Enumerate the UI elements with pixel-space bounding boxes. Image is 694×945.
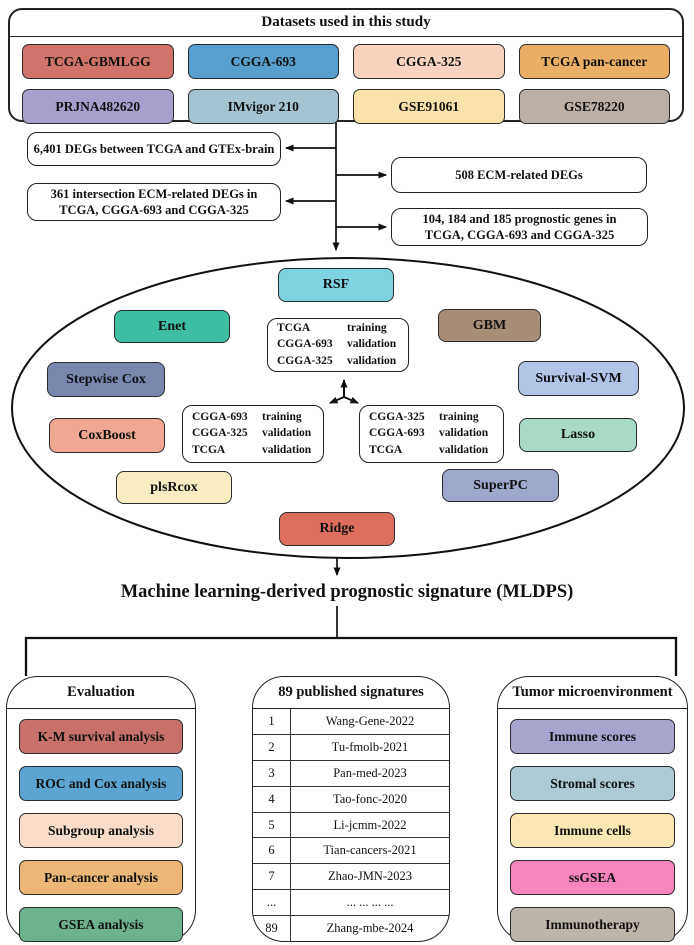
table-row — [253, 812, 449, 838]
signature-name: Tao-fonc-2020 — [332, 791, 408, 806]
dataset-chip-gse78220: GSE78220 — [519, 89, 671, 124]
signature-rank: 6 — [253, 838, 291, 863]
signature-name: Li-jcmm-2022 — [333, 817, 407, 832]
datasets-title: Datasets used in this study — [10, 10, 682, 37]
dataset-chip-tcga-gbmlgg: TCGA-GBMLGG — [22, 44, 174, 79]
prognostic-genes-box — [391, 208, 648, 246]
dataset-chip-cgga-693: CGGA-693 — [188, 44, 340, 79]
datasets-panel — [8, 8, 684, 122]
dataset-chip-imvigor-210: IMvigor 210 — [188, 89, 340, 124]
signature-rank: 89 — [253, 916, 291, 941]
prognostic-genes-line2: TCGA, CGGA-693 and CGGA-325 — [424, 228, 615, 242]
table-row — [253, 915, 449, 941]
scheme-dataset: CGGA-325 — [192, 427, 248, 440]
signatures-panel-title: 89 published signatures — [253, 677, 449, 709]
method-chip-ridge: Ridge — [279, 512, 395, 546]
dataset-chip-cgga-325: CGGA-325 — [353, 44, 505, 79]
intersect-deg-line1: 361 intersection ECM-related DEGs in — [50, 187, 258, 201]
scheme-role: validation — [439, 427, 489, 440]
evaluation-panel-title: Evaluation — [7, 677, 195, 709]
signatures-panel — [252, 676, 450, 942]
method-chip-stepwise-cox: Stepwise Cox — [47, 362, 165, 397]
scheme-dataset: CGGA-693 — [369, 427, 425, 440]
evaluation-item-subgroup: Subgroup analysis — [19, 813, 183, 848]
signature-name: Tian-cancers-2021 — [323, 843, 417, 858]
method-chip-superpc: SuperPC — [442, 469, 559, 502]
tme-panel-title: Tumor microenvironment — [498, 677, 687, 709]
signature-rank: 1 — [253, 709, 291, 734]
intersect-deg-line2: TCGA, CGGA-693 and CGGA-325 — [59, 203, 249, 217]
scheme-role: training — [439, 410, 479, 423]
signature-rank: ... — [253, 890, 291, 915]
tme-item-immune-scores: Immune scores — [510, 719, 675, 754]
tme-item-immunotherapy: Immunotherapy — [510, 907, 675, 942]
scheme-dataset: TCGA — [277, 321, 311, 334]
table-row — [253, 760, 449, 786]
scheme-dataset: TCGA — [369, 443, 403, 456]
table-row — [253, 837, 449, 863]
dataset-chip-prjna482620: PRJNA482620 — [22, 89, 174, 124]
signature-rank: 4 — [253, 787, 291, 812]
scheme-role: training — [262, 410, 302, 423]
ecm-deg-box — [391, 157, 647, 193]
scheme-dataset: CGGA-325 — [369, 410, 425, 423]
tme-item-ssgsea: ssGSEA — [510, 860, 675, 895]
dataset-chip-gse91061: GSE91061 — [353, 89, 505, 124]
method-chip-coxboost: CoxBoost — [49, 418, 165, 453]
signature-rank: 5 — [253, 813, 291, 838]
signature-rank: 7 — [253, 864, 291, 889]
scheme-dataset: CGGA-693 — [277, 338, 333, 351]
method-chip-survival-svm: Survival-SVM — [518, 361, 639, 396]
signatures-table — [253, 709, 449, 941]
signature-name: Tu-fmolb-2021 — [331, 739, 409, 754]
signature-name: Zhang-mbe-2024 — [326, 921, 414, 936]
scheme-box-cgga693-training — [182, 405, 324, 463]
scheme-dataset: TCGA — [192, 443, 226, 456]
tme-panel-body — [498, 709, 687, 945]
scheme-dataset: CGGA-325 — [277, 354, 333, 367]
method-chip-lasso: Lasso — [519, 418, 637, 452]
method-chip-rsf: RSF — [278, 268, 394, 302]
signature-name: Zhao-JMN-2023 — [327, 869, 412, 884]
tme-item-immune-cells: Immune cells — [510, 813, 675, 848]
evaluation-item-roc-cox: ROC and Cox analysis — [19, 766, 183, 801]
tme-item-stromal-scores: Stromal scores — [510, 766, 675, 801]
scheme-role: validation — [439, 443, 489, 456]
method-chip-plsrcox: plsRcox — [116, 471, 232, 504]
evaluation-item-pan-cancer: Pan-cancer analysis — [19, 860, 183, 895]
table-row — [253, 786, 449, 812]
evaluation-panel-body — [7, 709, 195, 945]
signature-rank: 3 — [253, 761, 291, 786]
evaluation-panel — [6, 676, 196, 942]
datasets-grid — [10, 37, 682, 131]
deg-box — [27, 132, 281, 166]
signature-name: Pan-med-2023 — [333, 765, 407, 780]
method-chip-enet: Enet — [114, 310, 230, 343]
evaluation-item-gsea: GSEA analysis — [19, 907, 183, 942]
dataset-chip-tcga-pan-cancer: TCGA pan-cancer — [519, 44, 671, 79]
scheme-box-tcga-training — [267, 318, 409, 372]
scheme-role: validation — [262, 427, 312, 440]
scheme-dataset: CGGA-693 — [192, 410, 248, 423]
scheme-role: validation — [347, 338, 397, 351]
mldps-title: Machine learning-derived prognostic signature (MLDPS) — [120, 582, 574, 602]
ecm-deg-box-text: 508 ECM-related DEGs — [455, 168, 583, 182]
signature-name: ... ... ... ... — [346, 895, 394, 910]
deg-box-text: 6,401 DEGs between TCGA and GTEx-brain — [33, 142, 275, 156]
table-row — [253, 709, 449, 734]
evaluation-item-km: K-M survival analysis — [19, 719, 183, 754]
scheme-role: training — [347, 321, 387, 334]
intersect-deg-box — [27, 183, 281, 221]
prognostic-genes-line1: 104, 184 and 185 prognostic genes in — [422, 212, 617, 226]
scheme-role: validation — [347, 354, 397, 367]
table-row — [253, 889, 449, 915]
table-row — [253, 863, 449, 889]
method-chip-gbm: GBM — [438, 309, 541, 342]
tme-panel — [497, 676, 688, 942]
scheme-box-cgga325-training — [359, 405, 504, 463]
table-row — [253, 734, 449, 760]
signature-name: Wang-Gene-2022 — [325, 713, 415, 728]
signature-rank: 2 — [253, 735, 291, 760]
scheme-role: validation — [262, 443, 312, 456]
